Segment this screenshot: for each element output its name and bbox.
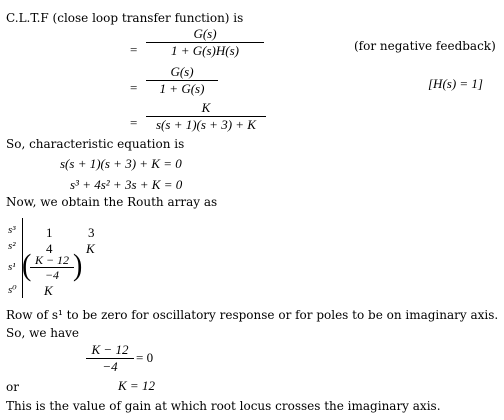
h-equals-one-note: [H(s) = 1] (428, 76, 483, 91)
right-paren: ) (73, 248, 83, 283)
left-paren: ( (22, 248, 32, 283)
fraction-cltf-2 (146, 65, 218, 96)
final-denominator: −4 (102, 359, 118, 374)
conclusion-text: This is the value of gain at which root locus crosses the imaginary axis. (6, 399, 441, 413)
fraction-3-numerator: K (201, 100, 211, 115)
char-eq-intro: So, characteristic equation is (6, 137, 185, 151)
routh-row1-denominator: −4 (44, 268, 60, 282)
char-eq-line-1: s(s + 1)(s + 3) + K = 0 (60, 156, 182, 171)
routh-row3-label: s³ (8, 224, 16, 236)
routh-row1-numerator: K − 12 (34, 253, 70, 267)
fraction-cltf-1 (146, 27, 264, 58)
final-equals-zero: = 0 (136, 350, 154, 365)
fraction-2-denominator: 1 + G(s) (159, 81, 205, 96)
or-label: or (6, 380, 19, 394)
fraction-2-numerator: G(s) (170, 64, 194, 79)
final-fraction (86, 343, 134, 374)
routh-row1-fraction (30, 254, 74, 281)
k-result: K = 12 (118, 378, 155, 393)
routh-row0-col1: K (44, 283, 53, 298)
fraction-cltf-3 (146, 101, 266, 132)
equals-sign-3: = (130, 115, 138, 130)
routh-row3-col1: 1 (46, 225, 53, 240)
negative-feedback-note: (for negative feedback) (354, 39, 496, 53)
fraction-3-denominator: s(s + 1)(s + 3) + K (156, 117, 256, 132)
fraction-1-denominator: 1 + G(s)H(s) (171, 43, 239, 58)
routh-intro: Now, we obtain the Routh array as (6, 195, 218, 209)
so-we-have-text: So, we have (6, 326, 80, 340)
row-zero-text: Row of s¹ to be zero for oscillatory response or for poles to be on imaginary axis. (6, 308, 499, 322)
routh-row2-label: s² (8, 240, 16, 252)
routh-row3-col2: 3 (88, 225, 95, 240)
char-eq-line-2: s³ + 4s² + 3s + K = 0 (70, 177, 183, 192)
routh-row2-col1: 4 (46, 241, 53, 256)
final-numerator: K − 12 (91, 342, 129, 357)
equals-sign-2: = (130, 80, 138, 95)
routh-row0-label: s⁰ (8, 284, 17, 296)
fraction-1-numerator: G(s) (193, 26, 217, 41)
heading-text: C.L.T.F (close loop transfer function) is (6, 11, 244, 25)
routh-row1-label: s¹ (8, 261, 16, 273)
equals-sign-1: = (130, 42, 138, 57)
routh-row2-col2: K (86, 241, 95, 256)
